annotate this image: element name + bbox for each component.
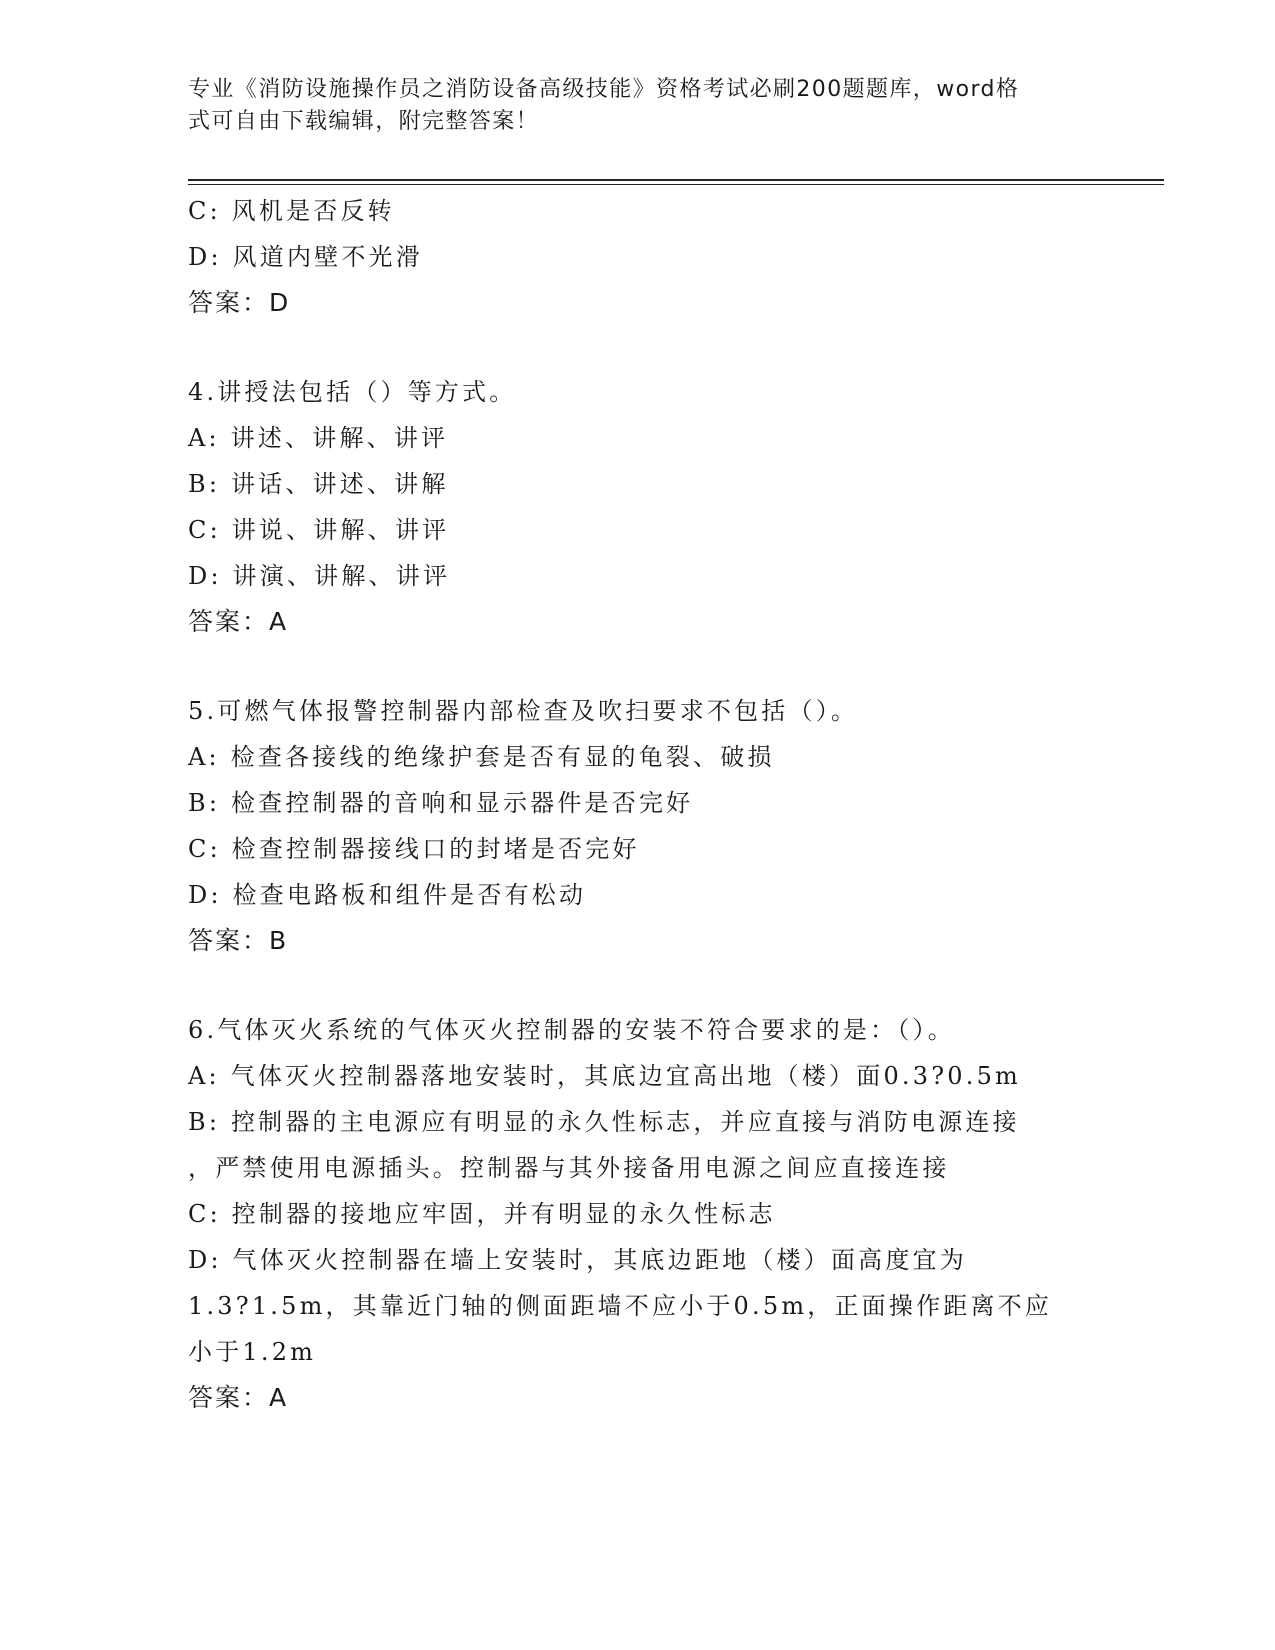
q4-option-a: A: 讲述、讲解、讲评 xyxy=(188,424,449,452)
q3-option-c: C: 风机是否反转 xyxy=(188,197,395,225)
header-divider-thick xyxy=(188,179,1164,181)
q4-option-c: C: 讲说、讲解、讲评 xyxy=(188,516,450,544)
q5-option-d: D: 检查电路板和组件是否有松动 xyxy=(188,881,587,909)
document-header: 专业《消防设施操作员之消防设备高级技能》资格考试必刷200题题库，word格 式可自由下载编辑，附完整答案！ xyxy=(188,77,1020,134)
q4-stem: 4.讲授法包括（）等方式。 xyxy=(188,378,517,406)
q6-option-c: C: 控制器的接地应牢固，并有明显的永久性标志 xyxy=(188,1200,776,1228)
q6-answer: 答案：A xyxy=(188,1383,289,1412)
q5-answer: 答案：B xyxy=(188,926,289,955)
q6-stem: 6.气体灭火系统的气体灭火控制器的安装不符合要求的是：（）。 xyxy=(188,1016,955,1044)
q6-option-b-line1: B: 控制器的主电源应有明显的永久性标志，并应直接与消防电源连接 xyxy=(188,1108,1020,1136)
q6-option-a: A: 气体灭火控制器落地安装时，其底边宜高出地（楼）面0.3?0.5m xyxy=(188,1062,1022,1090)
q6-option-d-line2: 1.3?1.5m，其靠近门轴的侧面距墙不应小于0.5m，正面操作距离不应 xyxy=(188,1292,1053,1320)
q5-stem: 5.可燃气体报警控制器内部检查及吹扫要求不包括（）。 xyxy=(188,697,859,725)
q3-answer: 答案：D xyxy=(188,288,291,317)
q4-option-b: B: 讲话、讲述、讲解 xyxy=(188,470,449,498)
q5-option-b: B: 检查控制器的音响和显示器件是否完好 xyxy=(188,789,694,817)
q4-answer: 答案：A xyxy=(188,607,289,636)
header-divider-thin xyxy=(188,184,1164,185)
q6-option-d-line1: D: 气体灭火控制器在墙上安装时，其底边距地（楼）面高度宜为 xyxy=(188,1246,967,1274)
q5-option-c: C: 检查控制器接线口的封堵是否完好 xyxy=(188,835,640,863)
question-content xyxy=(188,188,1148,1421)
q4-option-d: D: 讲演、讲解、讲评 xyxy=(188,562,451,590)
q6-option-b-line2: ，严禁使用电源插头。控制器与其外接备用电源之间应直接连接 xyxy=(188,1154,950,1182)
q3-option-d: D: 风道内壁不光滑 xyxy=(188,243,423,271)
q6-option-d-line3: 小于1.2m xyxy=(188,1338,317,1366)
q5-option-a: A: 检查各接线的绝缘护套是否有显的龟裂、破损 xyxy=(188,743,775,771)
